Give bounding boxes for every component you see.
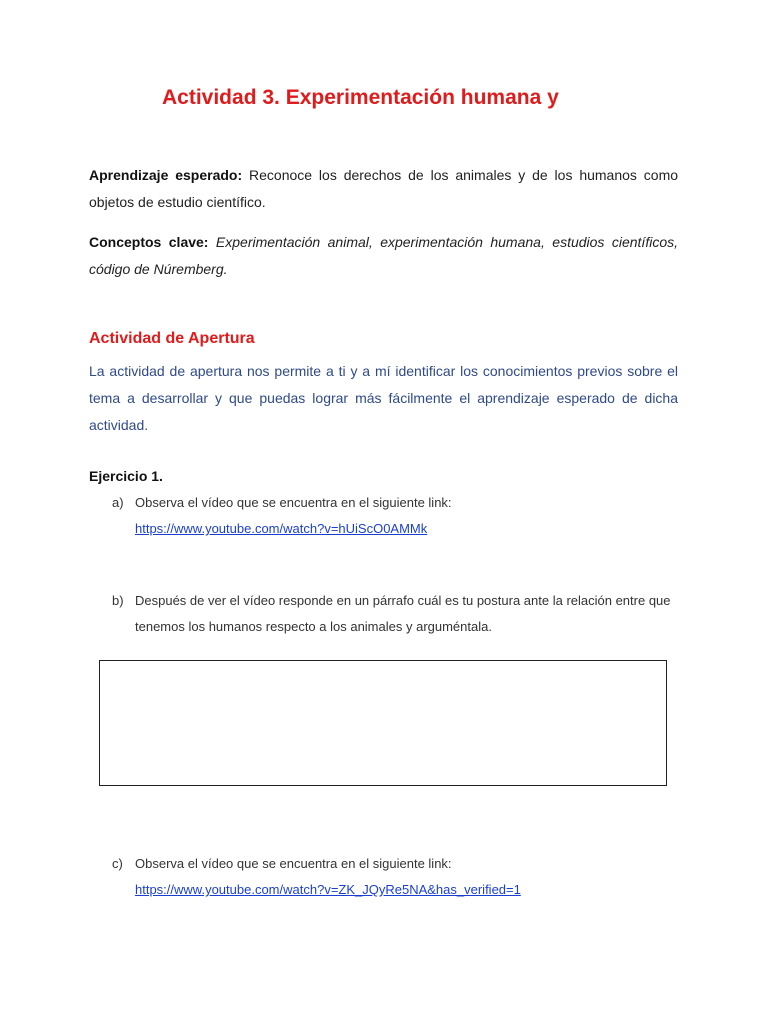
conceptos-text: Experimentación animal, experimentación humana, estudios científicos, código de Núremberg.: [89, 234, 678, 277]
video-link-c[interactable]: https://www.youtube.com/watch?v=ZK_JQyRe5NA&has_verified=1: [135, 882, 521, 897]
aprendizaje-text: Reconoce los derechos de los animales y de los humanos como objetos de estudio científico.: [89, 167, 679, 210]
aprendizaje-label: Aprendizaje esperado:: [89, 167, 243, 183]
aprendizaje-esperado: [89, 162, 678, 216]
item-marker: c): [112, 856, 123, 871]
document-title: Actividad 3. Experimentación humana y: [162, 86, 559, 109]
conceptos-label: Conceptos clave:: [89, 234, 209, 250]
video-link-a[interactable]: https://www.youtube.com/watch?v=hUiScO0AMMk: [135, 521, 428, 536]
answer-box[interactable]: [99, 660, 667, 786]
apertura-text: La actividad de apertura nos permite a ti y a mí identificar los conocimientos previos sobre el tema a desarrollar y que puedas lograr más fácilmente el aprendizaje esperado de dicha actividad.: [89, 363, 678, 433]
apertura-heading: Actividad de Apertura: [89, 330, 255, 347]
item-text: Observa el vídeo que se encuentra en el siguiente link:: [135, 856, 452, 871]
item-marker: b): [112, 593, 124, 608]
item-text: Observa el vídeo que se encuentra en el siguiente link:: [135, 495, 452, 510]
conceptos-clave: [89, 229, 678, 283]
item-text: Después de ver el vídeo responde en un párrafo cuál es tu postura ante la relación entre que tenemos los humanos respecto a los animales y arguméntala.: [135, 593, 671, 634]
item-marker: a): [112, 495, 124, 510]
ejercicio-heading: Ejercicio 1.: [89, 468, 163, 484]
